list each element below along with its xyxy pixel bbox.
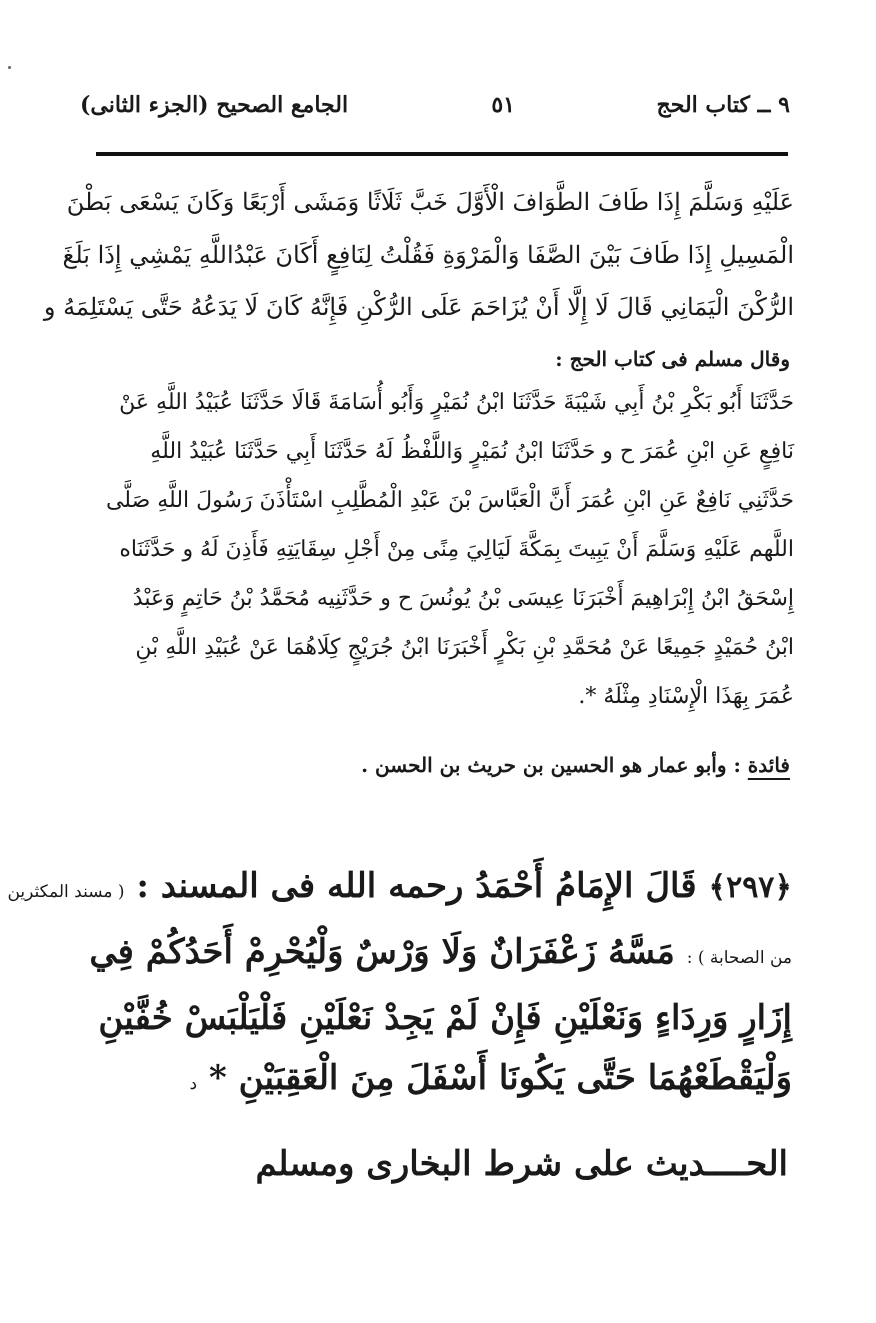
margin-speck	[8, 66, 11, 69]
hadith-number: ﴿٢٩٧﴾	[708, 870, 792, 905]
chapter-title: ٩ ــ كتاب الحج	[656, 92, 790, 118]
muslim-heading: وقال مسلم فى كتاب الحج :	[555, 347, 790, 371]
hadith-intro-line	[7, 856, 792, 922]
text-line: ابْنُ حُمَيْدٍ جَمِيعًا عَنْ مُحَمَّدِ بْنِ بَكْرٍ أَخْبَرَنَا ابْنُ جُرَيْجٍ كِلَاهُمَا عَنْ عُبَيْدِ اللَّهِ بْنِ	[135, 635, 794, 660]
text-line: عُمَرَ بِهَذَا الْإِسْنَادِ مِثْلَهُ *.	[578, 684, 794, 709]
running-header	[80, 92, 790, 132]
note-text: : وأبو عمار هو الحسين بن حريث بن الحسن .	[361, 753, 748, 777]
narration-continuation	[43, 176, 794, 334]
hadith-text: مَسَّهُ زَعْفَرَانٌ وَلَا وَرْسٌ وَلْيُحْرِمْ أَحَدُكُمْ فِي	[89, 932, 675, 972]
text-line: الْمَسِيلِ إِذَا طَافَ بَيْنَ الصَّفَا وَالْمَرْوَةِ فَقُلْتُ لِنَافِعٍ أَكَانَ عَبْدُاللَّهِ يَمْشِي إِذَا بَلَغَ	[62, 240, 794, 269]
hadith-line	[92, 1048, 792, 1114]
text-line: الرُّكْنَ الْيَمَانِي قَالَ لَا إِلَّا أَنْ يُزَاحَمَ عَلَى الرُّكْنِ فَإِنَّهُ كَانَ لَا يَدَعُهُ حَتَّى يَسْتَلِمَهُ و	[43, 293, 794, 321]
hadith-text: وَلْيَقْطَعْهُمَا حَتَّى يَكُونَا أَسْفَلَ مِنَ الْعَقِبَيْنِ *	[208, 1058, 792, 1098]
text-line: حَدَّثَنَا أَبُو بَكْرِ بْنُ أَبِي شَيْبَةَ حَدَّثَنَا ابْنُ نُمَيْرٍ وَأَبُو أُسَامَةَ قَالَا حَدَّثَنَا عُبَيْدُ اللَّهِ عَنْ	[119, 390, 794, 415]
hadith-line	[89, 922, 792, 988]
hadith-intro: قَالَ الإِمَامُ أَحْمَدُ رحمه الله فى المسند :	[136, 866, 697, 906]
text-line: حَدَّثَنِي نَافِعٌ عَنِ ابْنِ عُمَرَ أَنَّ الْعَبَّاسَ بْنَ عَبْدِ الْمُطَّلِبِ اسْتَأْذَنَ رَسُولَ اللَّهِ صَلَّى	[105, 488, 794, 513]
hadith-line: إِزَارٍ وَرِدَاءٍ وَنَعْلَيْنِ فَإِنْ لَمْ يَجِدْ نَعْلَيْنِ فَلْيَلْبَسْ خُفَّيْنِ	[98, 998, 792, 1038]
hadith-297	[7, 856, 792, 1114]
text-line: اللَّهم عَلَيْهِ وَسَلَّمَ أَنْ يَبِيتَ بِمَكَّةَ لَيَالِيَ مِنًى مِنْ أَجْلِ سِقَايَتِهِ فَأَذِنَ لَهُ و حَدَّثَنَاه	[119, 537, 794, 562]
benefit-note	[94, 748, 790, 782]
muslim-narration	[94, 378, 794, 721]
note-label: فائدة	[747, 753, 790, 777]
hadith-verdict: الحــــديث على شرط البخارى ومسلم	[255, 1144, 788, 1184]
source-reference-end: من الصحابة ) :	[686, 948, 792, 968]
page-number: ٥١	[491, 92, 515, 118]
text-line: نَافِعٍ عَنِ ابْنِ عُمَرَ ح و حَدَّثَنَا ابْنُ نُمَيْرٍ وَاللَّفْظُ لَهُ حَدَّثَنَا أَبِي حَدَّثَنَا عُبَيْدُ اللَّهِ	[150, 439, 794, 464]
header-rule	[96, 152, 788, 156]
text-line: عَلَيْهِ وَسَلَّمَ إِذَا طَافَ الطَّوَافَ الْأَوَّلَ خَبَّ ثَلَاثًا وَمَشَى أَرْبَعًا وَكَانَ يَسْعَى بَطْنَ	[66, 188, 794, 216]
book-title: الجامع الصحيح (الجزء الثانى)	[80, 92, 349, 118]
source-reference-start: ( مسند المكثرين	[7, 882, 125, 902]
text-line: إِسْحَقُ ابْنُ إِبْرَاهِيمَ أَخْبَرَنَا عِيسَى بْنُ يُونُسَ ح و حَدَّثَنِيه مُحَمَّدُ بْنُ حَاتِمٍ وَعَبْدُ	[132, 586, 794, 611]
margin-mark: د	[189, 1074, 198, 1094]
